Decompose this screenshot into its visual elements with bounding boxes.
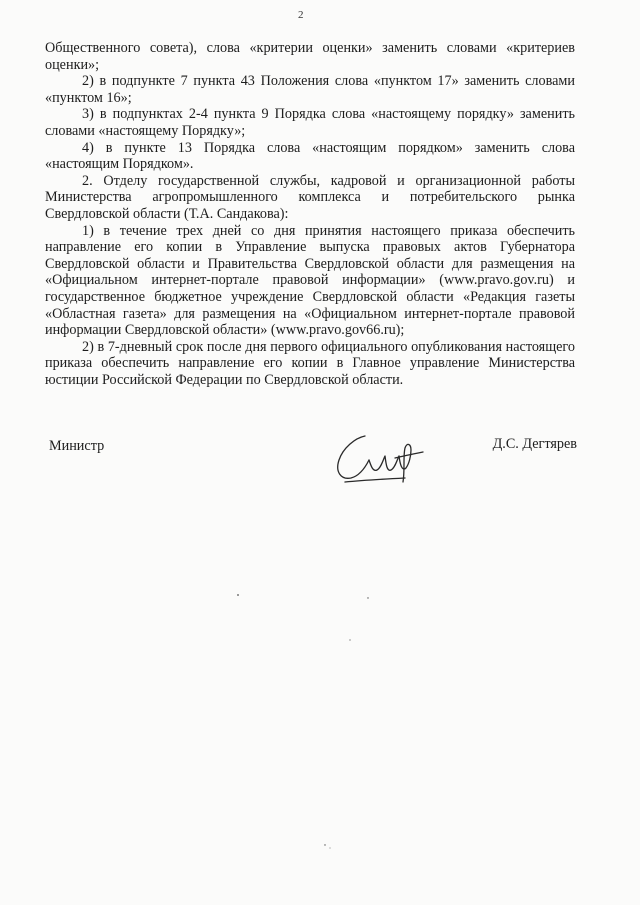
paragraph-subitem-4: 4) в пункте 13 Порядка слова «настоящим порядком» заменить слова «настоящим Порядком». (45, 139, 575, 173)
paragraph-subitem-3: 3) в подпунктах 2-4 пункта 9 Порядка слова «настоящему порядку» заменить словами «настоящему Порядку»; (45, 106, 575, 139)
paragraph-subitem-2: 2) в подпункте 7 пункта 43 Положения слова «пунктом 17» заменить словами «пунктом 16»; (45, 73, 575, 106)
paragraph-continuation: Общественного совета), слова «критерии оценки» заменить словами «критериев оценки»; (45, 40, 575, 73)
paragraph-item-2: 2. Отделу государственной службы, кадровой и организационной работы Министерства агропромышленного комплекса и потребительского рынка Свердловской области (Т.А. Сандакова): (45, 172, 575, 222)
paragraph-item-2-subitem-2: 2) в 7-дневный срок после дня первого официального опубликования настоящего приказа обеспечить направление его копии в Главное управление Министерства юстиции Российской Федерации по Свердловской области. (45, 338, 575, 388)
paragraph-item-2-subitem-1: 1) в течение трех дней со дня принятия настоящего приказа обеспечить направление его копии в Управление выпуска правовых актов Губернатора Свердловской области и Правительства Свердловской области для размещения на «Официальном интернет-портале правовой информации» (www.pravo.gov.ru) и государственное бюджетное учреждение Свердловской области «Редакция газеты «Областная газета» для размещения на «Официальном интернет-портале правовой информации Свердловской области» (www.pravo.gov66.ru); (45, 222, 575, 339)
signer-title: Министр (49, 438, 105, 454)
page-number: 2 (298, 9, 304, 21)
signer-name: Д.С. Дегтярев (492, 436, 577, 452)
